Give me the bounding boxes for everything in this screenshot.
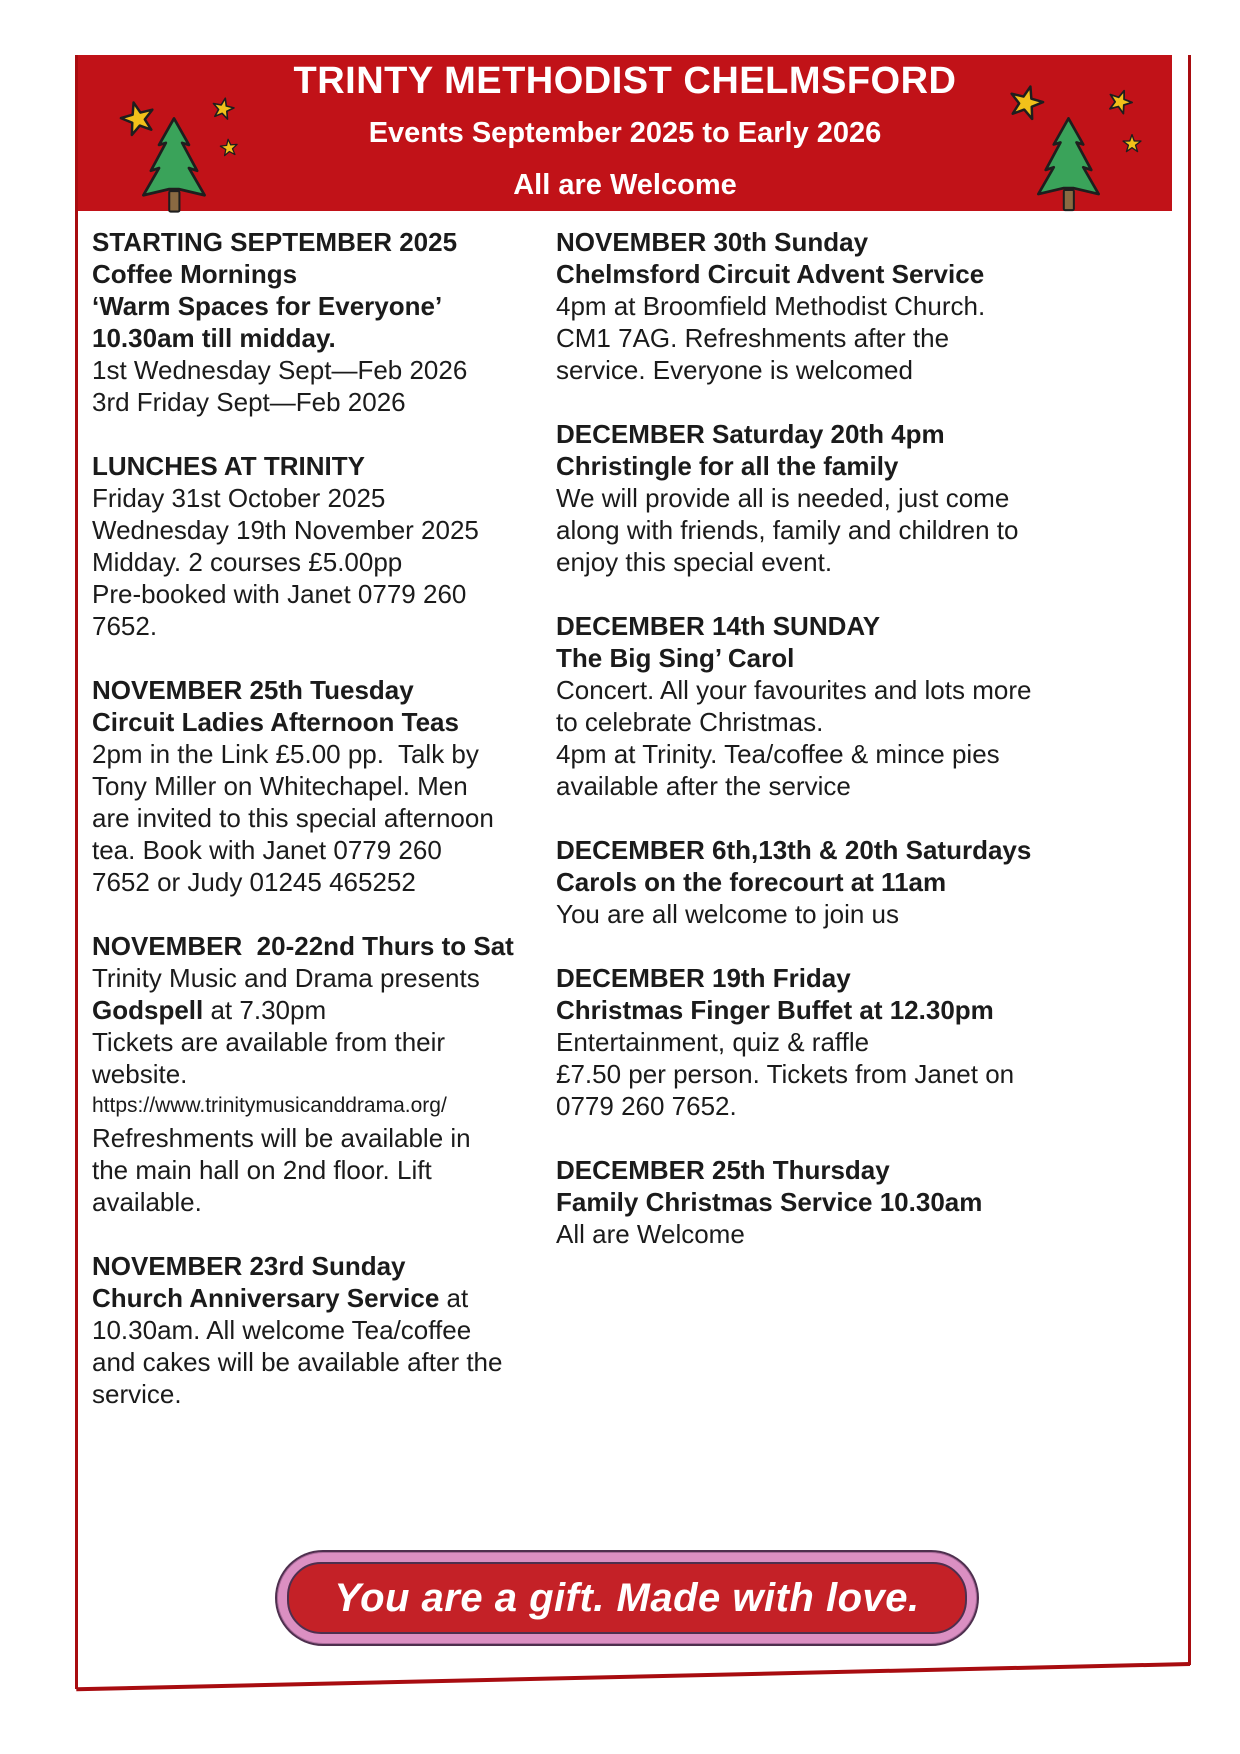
- event-section: [556, 962, 1156, 1122]
- header-banner: [78, 55, 1172, 211]
- event-text-line: 10.30am. All welcome Tea/coffee: [92, 1315, 472, 1345]
- page-border-left: [75, 55, 78, 1689]
- event-heading-line: Carols on the forecourt at 11am: [556, 867, 947, 897]
- event-section: [92, 1250, 556, 1410]
- event-text-line: and cakes will be available after the: [92, 1347, 503, 1377]
- event-text-line: Trinity Music and Drama presents: [92, 963, 480, 993]
- event-heading-line: DECEMBER 6th,13th & 20th Saturdays: [556, 835, 1032, 865]
- event-text-line: the main hall on 2nd floor. Lift: [92, 1155, 432, 1185]
- event-heading-line: Christingle for all the family: [556, 451, 899, 481]
- event-heading-line: Church Anniversary Service at: [92, 1283, 469, 1313]
- event-text-line: £7.50 per person. Tickets from Janet on: [556, 1059, 1015, 1089]
- page-border-bottom: [76, 1662, 1190, 1691]
- events-column-right: [556, 226, 1156, 1282]
- event-text-line: Tickets are available from their: [92, 1027, 446, 1057]
- event-section: [556, 418, 1156, 578]
- page-border-right: [1188, 55, 1191, 1665]
- event-text-line: Refreshments will be available in: [92, 1123, 471, 1153]
- event-text-line: 4pm at Broomfield Methodist Church.: [556, 291, 986, 321]
- event-text-line: 7652 or Judy 01245 465252: [92, 867, 416, 897]
- event-heading-line: NOVEMBER 30th Sunday: [556, 227, 869, 257]
- event-section: [556, 834, 1156, 930]
- event-heading-line: Godspell at 7.30pm: [92, 995, 327, 1025]
- event-heading-line: Coffee Mornings: [92, 259, 298, 289]
- event-text-line: website.: [92, 1059, 188, 1089]
- gift-badge-text: You are a gift. Made with love.: [287, 1562, 967, 1634]
- event-heading-line: ‘Warm Spaces for Everyone’: [92, 291, 443, 321]
- event-text-line: 2pm in the Link £5.00 pp. Talk by: [92, 739, 479, 769]
- event-heading-line: DECEMBER 25th Thursday: [556, 1155, 890, 1185]
- event-heading-line: LUNCHES AT TRINITY: [92, 451, 365, 481]
- event-text-line: 3rd Friday Sept—Feb 2026: [92, 387, 406, 417]
- event-text-line: Tony Miller on Whitechapel. Men: [92, 771, 468, 801]
- event-heading-line: DECEMBER Saturday 20th 4pm: [556, 419, 945, 449]
- event-text-line: available.: [92, 1187, 202, 1217]
- event-text-line: Entertainment, quiz & raffle: [556, 1027, 870, 1057]
- event-heading-line: DECEMBER 14th SUNDAY: [556, 611, 881, 641]
- event-heading-line: DECEMBER 19th Friday: [556, 963, 851, 993]
- event-text-line: We will provide all is needed, just come: [556, 483, 1010, 513]
- event-text-line: All are Welcome: [556, 1219, 745, 1249]
- event-text-line: available after the service: [556, 771, 851, 801]
- event-text-line: tea. Book with Janet 0779 260: [92, 835, 442, 865]
- events-column-left: [92, 226, 556, 1442]
- event-text-line: 7652.: [92, 611, 158, 641]
- event-section: [92, 930, 556, 1218]
- event-text-line: Friday 31st October 2025: [92, 483, 386, 513]
- gift-badge: [277, 1552, 977, 1644]
- event-text-line: Concert. All your favourites and lots more: [556, 675, 1032, 705]
- event-section: [92, 450, 556, 642]
- event-heading-line: The Big Sing’ Carol: [556, 643, 795, 673]
- event-text-line: 4pm at Trinity. Tea/coffee & mince pies: [556, 739, 1000, 769]
- page-title: TRINTY METHODIST CHELMSFORD: [293, 59, 957, 102]
- event-text-line: Midday. 2 courses £5.00pp: [92, 547, 403, 577]
- event-heading-line: Circuit Ladies Afternoon Teas: [92, 707, 459, 737]
- event-section: [556, 226, 1156, 386]
- event-section: [556, 1154, 1156, 1250]
- event-heading-line: NOVEMBER 25th Tuesday: [92, 675, 414, 705]
- event-text-line: CM1 7AG. Refreshments after the: [556, 323, 950, 353]
- event-text-line: service. Everyone is welcomed: [556, 355, 913, 385]
- event-heading-line: 10.30am till midday.: [92, 323, 336, 353]
- event-section: [556, 610, 1156, 802]
- event-text-line: are invited to this special afternoon: [92, 803, 494, 833]
- event-heading-line: Chelmsford Circuit Advent Service: [556, 259, 985, 289]
- event-text-line: along with friends, family and children to: [556, 515, 1019, 545]
- event-section: [92, 226, 556, 418]
- event-section: [92, 674, 556, 898]
- event-text-line: to celebrate Christmas.: [556, 707, 824, 737]
- event-text-line: https://www.trinitymusicanddrama.org/: [92, 1094, 447, 1117]
- events-content: [92, 226, 1188, 1442]
- event-heading-line: NOVEMBER 20-22nd Thurs to Sat: [92, 931, 514, 961]
- event-heading-line: Christmas Finger Buffet at 12.30pm: [556, 995, 994, 1025]
- event-text-line: 1st Wednesday Sept—Feb 2026: [92, 355, 468, 385]
- event-text-line: enjoy this special event.: [556, 547, 833, 577]
- event-text-line: Pre-booked with Janet 0779 260: [92, 579, 467, 609]
- event-text-line: service.: [92, 1379, 182, 1409]
- welcome-text: All are Welcome: [513, 168, 737, 201]
- event-text-line: Wednesday 19th November 2025: [92, 515, 479, 545]
- event-heading-line: STARTING SEPTEMBER 2025: [92, 227, 458, 257]
- event-heading-line: NOVEMBER 23rd Sunday: [92, 1251, 406, 1281]
- event-heading-line: Family Christmas Service 10.30am: [556, 1187, 983, 1217]
- event-text-line: 0779 260 7652.: [556, 1091, 737, 1121]
- page-subtitle: Events September 2025 to Early 2026: [368, 116, 882, 149]
- event-text-line: You are all welcome to join us: [556, 899, 900, 929]
